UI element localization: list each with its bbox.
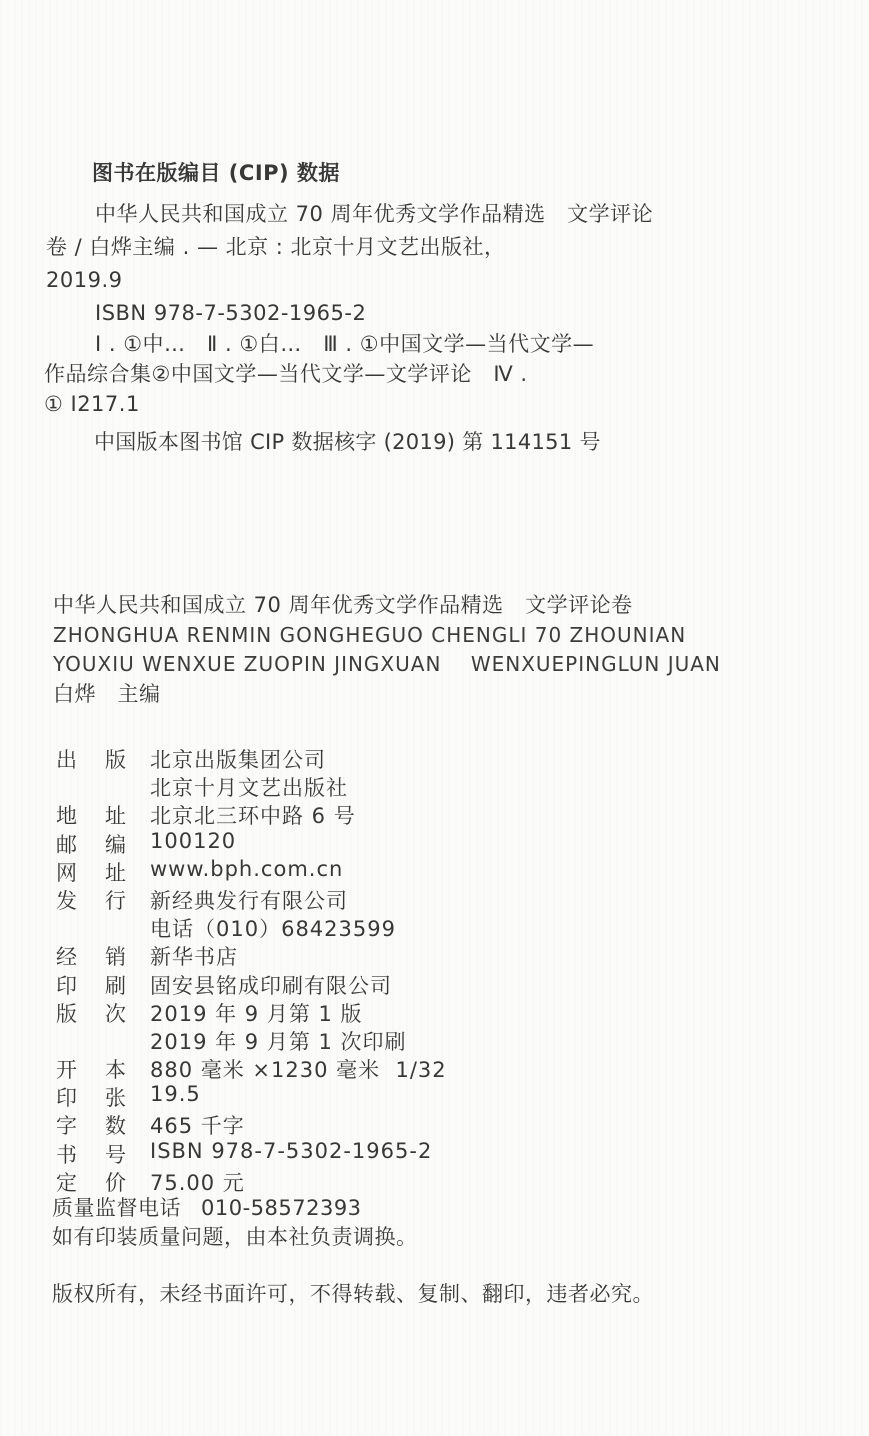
colophon-row-postcode	[56, 829, 447, 857]
colophon-label: 书 号	[56, 1142, 126, 1167]
colophon-row-price	[56, 1167, 447, 1195]
colophon-value: 北京北三环中路 6 号	[150, 804, 356, 829]
colophon-value: 固安县铭成印刷有限公司	[150, 973, 392, 998]
cip-record-line: 卷 / 白烨主编 . — 北京 : 北京十月文艺出版社，	[46, 235, 506, 259]
colophon-value: 2019 年 9 月第 1 版	[150, 1001, 363, 1026]
colophon-row-wordcount	[56, 1110, 447, 1138]
copyright-notice: 版权所有，未经书面许可，不得转载、复制、翻印，违者必究。	[52, 1282, 654, 1306]
cip-record-line: 中华人民共和国成立 70 周年优秀文学作品精选 文学评论	[95, 202, 654, 226]
colophon-label: 字 数	[56, 1114, 126, 1139]
quality-phone-line: 质量监督电话 010-58572393	[52, 1196, 362, 1220]
quality-phone-number: 010-58572393	[201, 1196, 362, 1220]
colophon-label: 发 行	[56, 888, 126, 913]
cip-class-line: Ⅰ . ①中… Ⅱ . ①白… Ⅲ . ①中国文学—当代文学—	[95, 332, 595, 356]
colophon-row-printing	[56, 1026, 447, 1054]
colophon-value: ISBN 978-7-5302-1965-2	[150, 1138, 433, 1163]
colophon-row-distributor	[56, 885, 447, 913]
colophon-table	[56, 744, 447, 1195]
cip-classification	[44, 329, 594, 419]
colophon-row-address	[56, 800, 447, 828]
colophon-label: 开 本	[56, 1058, 126, 1083]
colophon-label: 网 址	[56, 860, 126, 885]
quality-footer	[52, 1194, 418, 1251]
colophon-label: 印 刷	[56, 973, 126, 998]
colophon-value: 新华书店	[150, 945, 238, 970]
colophon-label: 经 销	[56, 945, 126, 970]
colophon-value: www.bph.com.cn	[150, 856, 344, 881]
colophon-row-website	[56, 857, 447, 885]
book-title-chinese: 中华人民共和国成立 70 周年优秀文学作品精选 文学评论卷	[53, 593, 633, 617]
colophon-value: 电话（010）68423599	[150, 917, 396, 942]
cip-class-line: ① I217.1	[44, 392, 140, 416]
colophon-label: 印 张	[56, 1086, 126, 1111]
colophon-value: 880 毫米 ×1230 毫米 1/32	[150, 1058, 447, 1083]
cip-heading: 图书在版编目 (CIP) 数据	[92, 161, 340, 185]
quality-note-line: 如有印装质量问题，由本社负责调换。	[52, 1224, 418, 1249]
colophon-value: 19.5	[150, 1082, 201, 1107]
colophon-label: 邮 编	[56, 832, 126, 857]
colophon-row-edition	[56, 998, 447, 1026]
colophon-value: 100120	[150, 828, 237, 853]
cip-registry-number: 中国版本图书馆 CIP 数据核字 (2019) 第 114151 号	[94, 430, 601, 454]
cip-class-line: 作品综合集②中国文学—当代文学—文学评论 Ⅳ .	[44, 362, 528, 386]
colophon-row-publisher-2	[56, 772, 447, 800]
colophon-row-publisher	[56, 744, 447, 772]
colophon-label: 版 次	[56, 1001, 126, 1026]
cip-record-line: 2019.9	[46, 268, 123, 292]
book-editor: 白烨 主编	[53, 681, 161, 706]
colophon-label: 定 价	[56, 1170, 126, 1195]
book-title-pinyin-1: ZHONGHUA RENMIN GONGHEGUO CHENGLI 70 ZHOUNIAN	[53, 622, 687, 647]
colophon-value: 75.00 元	[150, 1170, 245, 1195]
colophon-value: 北京十月文艺出版社	[150, 776, 348, 801]
colophon-value: 2019 年 9 月第 1 次印刷	[150, 1029, 407, 1054]
cip-isbn-line: ISBN 978-7-5302-1965-2	[95, 301, 367, 325]
colophon-value: 465 千字	[150, 1114, 245, 1139]
colophon-value: 北京出版集团公司	[150, 748, 326, 772]
book-title-pinyin-2: YOUXIU WENXUE ZUOPIN JINGXUAN WENXUEPINGLUN JUAN	[53, 652, 721, 676]
colophon-label: 出 版	[56, 748, 126, 772]
colophon-row-format	[56, 1054, 447, 1082]
colophon-row-sheets	[56, 1082, 447, 1110]
colophon-row-distributor-phone	[56, 913, 447, 941]
colophon-row-isbn	[56, 1139, 447, 1167]
cip-record-paragraph	[46, 198, 653, 330]
colophon-value: 新经典发行有限公司	[150, 888, 348, 913]
colophon-label: 地 址	[56, 804, 126, 829]
colophon-row-retailer	[56, 941, 447, 969]
colophon-row-printer	[56, 970, 447, 998]
book-title-block	[53, 591, 721, 709]
